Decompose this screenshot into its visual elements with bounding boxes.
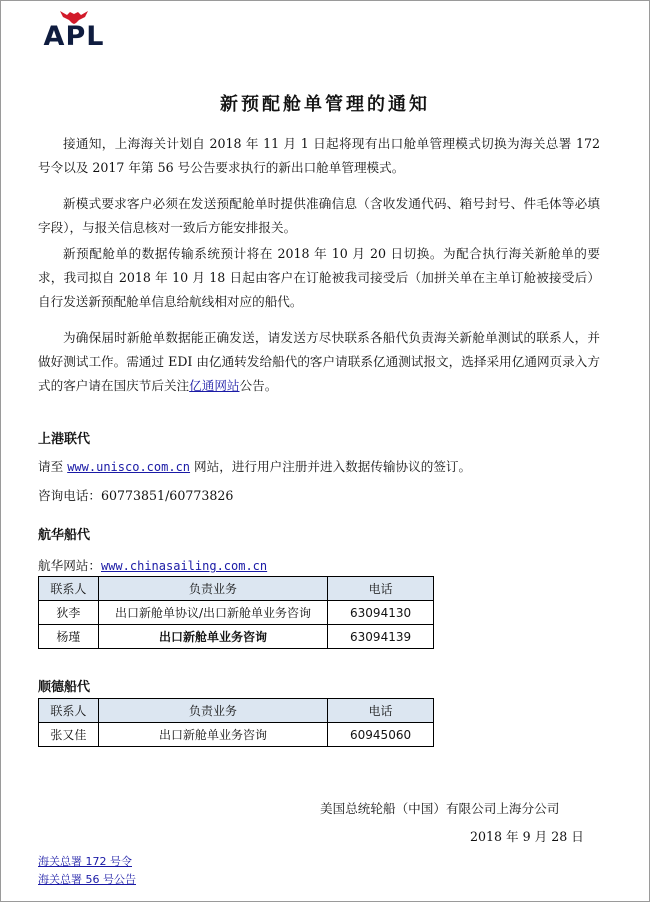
contact-name: 狄李	[39, 601, 99, 625]
company-signature: 美国总统轮船（中国）有限公司上海分公司	[320, 801, 560, 816]
table-row	[39, 625, 434, 649]
paragraph-4-end: 公告。	[239, 378, 278, 393]
table-row	[39, 601, 434, 625]
table-header-row	[39, 699, 434, 723]
column-header: 联系人	[39, 699, 99, 723]
contact-phone: 60945060	[328, 723, 434, 747]
signature-date: 2018 年 9 月 28 日	[470, 829, 584, 844]
register-prefix: 请至	[38, 459, 68, 474]
shanghai-phone-line	[38, 485, 233, 504]
hanghua-site-line	[38, 555, 267, 574]
table-header-row	[39, 577, 434, 601]
shunde-heading: 顺德船代	[38, 680, 91, 695]
hanghua-heading: 航华船代	[38, 528, 91, 543]
contact-phone: 63094139	[328, 625, 434, 649]
paragraph-4-text: 为确保届时新舱单数据能正确发送，请发送方尽快联系各船代负责海关新舱单测试的联系人，并做好测试工作。需通过 EDI 由亿通转发给船代的客户请联系亿通测试报文，选择采用亿通网页录入方式的客户请在国庆节后关注	[38, 330, 600, 393]
shunde-contact-table	[38, 698, 434, 747]
phone-value: 60773851/60773826	[100, 488, 234, 503]
shanghai-register-line	[38, 456, 471, 475]
page-title: 新预配舱单管理的通知	[220, 94, 430, 115]
contact-duty: 出口新舱单业务咨询	[98, 625, 327, 649]
paragraph-2: 新模式要求客户必须在发送预配舱单时提供准确信息（含收发通代码、箱号封号、件毛体等必填字段），与报关信息核对一致后方能安排报关。	[38, 196, 600, 235]
column-header: 电话	[328, 699, 434, 723]
column-header: 联系人	[39, 577, 99, 601]
contact-duty: 出口新舱单业务咨询	[98, 723, 327, 747]
unisco-link[interactable]: www.unisco.com.cn	[67, 460, 191, 474]
contact-duty: 出口新舱单协议/出口新舱单业务咨询	[98, 601, 327, 625]
site-label: 航华网站：	[38, 558, 101, 573]
contact-phone: 63094130	[328, 601, 434, 625]
hanghua-contact-table	[38, 576, 434, 649]
chinasailing-link[interactable]: www.chinasailing.com.cn	[100, 559, 268, 573]
paragraph-1: 接通知，上海海关计划自 2018 年 11 月 1 日起将现有出口舱单管理模式切换为海关总署 172 号令以及 2017 年第 56 号公告要求执行的新出口舱单管理模式。	[38, 136, 600, 175]
logo-text: APL	[43, 21, 105, 52]
column-header: 负责业务	[98, 577, 327, 601]
contact-name: 张又佳	[39, 723, 99, 747]
register-suffix: 网站，进行用户注册并进入数据传输协议的签订。	[190, 459, 472, 474]
table-row	[39, 723, 434, 747]
column-header: 负责业务	[98, 699, 327, 723]
footer-link-notice-56[interactable]: 海关总署 56 号公告	[38, 873, 136, 886]
phone-label: 咨询电话：	[38, 488, 101, 503]
column-header: 电话	[328, 577, 434, 601]
shanghai-heading: 上港联代	[38, 432, 91, 447]
footer-link-order-172[interactable]: 海关总署 172 号令	[38, 855, 132, 868]
contact-name: 杨瑾	[39, 625, 99, 649]
paragraph-4	[38, 326, 600, 398]
yitong-website-link[interactable]: 亿通网站	[189, 378, 240, 393]
paragraph-3: 新预配舱单的数据传输系统预计将在 2018 年 10 月 20 日切换。为配合执行海关新舱单的要求，我司拟自 2018 年 10 月 18 日起由客户在订舱被我司接受后（加拼关单在主单订舱被接受后）自行发送新预配舱单信息给航线相对应的船代。	[38, 246, 600, 309]
